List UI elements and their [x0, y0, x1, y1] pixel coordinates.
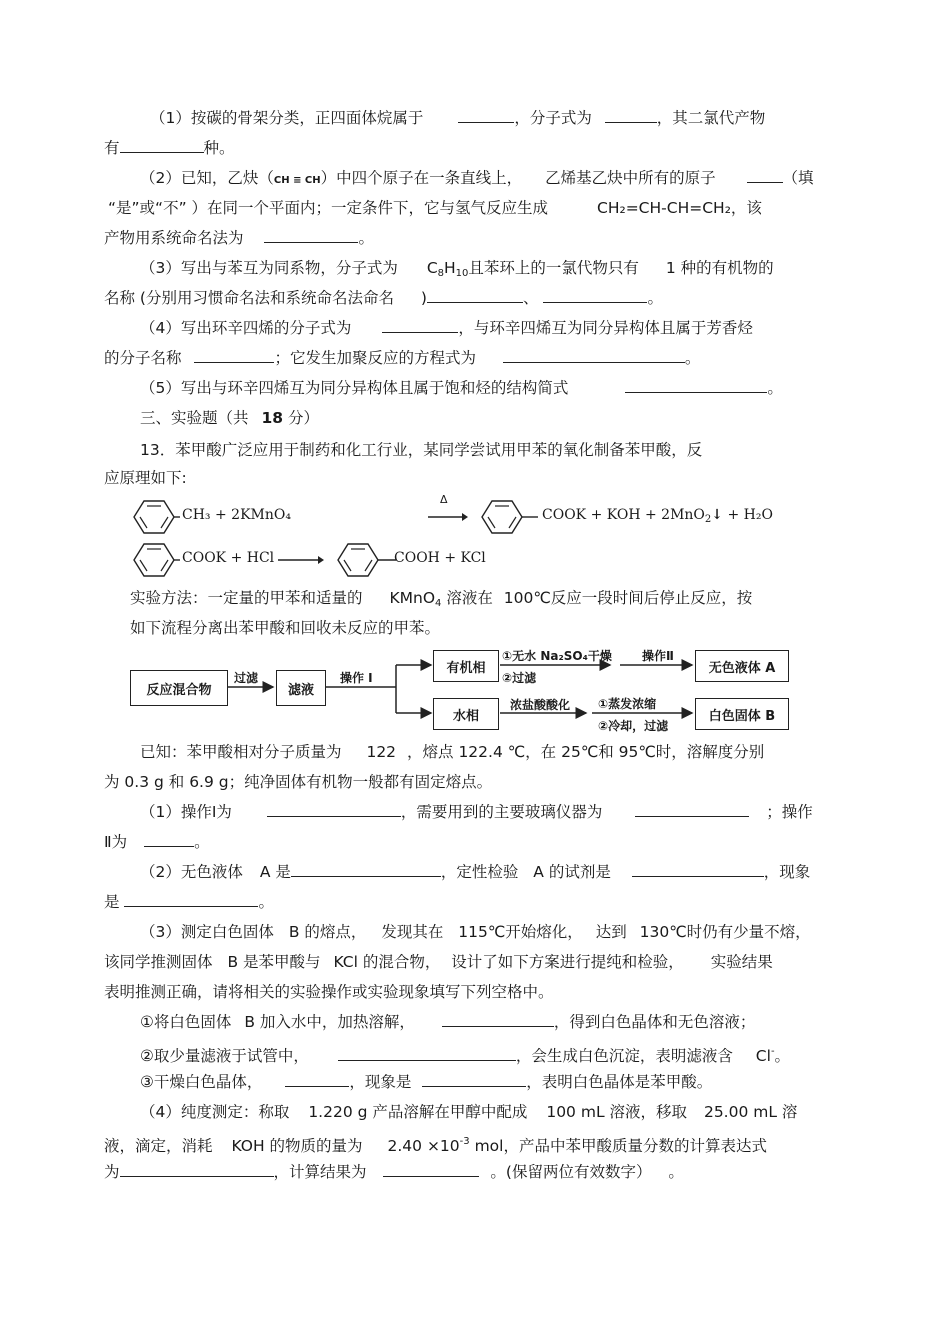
- q1-text-d: 有: [104, 139, 120, 157]
- q13-1-line2: Ⅱ为 。: [104, 833, 210, 851]
- flow-label-acidify: 浓盐酸酸化: [510, 698, 571, 712]
- flow-label-concentrate: ①蒸发浓缩: [598, 697, 657, 711]
- q13-intro-line1: 13．苯甲酸广泛应用于制药和化工行业，某同学尝试用甲苯的氧化制备苯甲酸，反: [140, 441, 703, 459]
- q2-text-a: （2）已知，乙炔（: [140, 169, 274, 187]
- step-3-blank-2[interactable]: [422, 1072, 526, 1087]
- eq2-reactants: COOK + HCl: [182, 550, 275, 566]
- q13-2-line1: （2）无色液体 A 是 ，定性检验 A 的试剂是 ，现象: [140, 863, 811, 881]
- q13-1-blank-3[interactable]: [144, 832, 194, 847]
- step-1-blank[interactable]: [442, 1012, 554, 1027]
- q13-2-blank-1[interactable]: [291, 862, 441, 877]
- q1-text-e: 种。: [203, 139, 235, 157]
- q3-blank-2[interactable]: [543, 288, 647, 303]
- q13-4-blank-1[interactable]: [120, 1162, 274, 1177]
- q1-blank-3[interactable]: [120, 138, 204, 153]
- flow-label-operation-2: 操作Ⅱ: [642, 649, 674, 663]
- step-2-blank[interactable]: [338, 1046, 516, 1061]
- q3-text-a: （3）写出与苯互为同系物，分子式为: [140, 259, 398, 277]
- known-line2: 为 0.3 g 和 6.9 g；纯净固体有机物一般都有固定熔点。: [104, 773, 493, 791]
- q13-1-line1: （1）操作Ⅰ为 ，需要用到的主要玻璃仪器为 ；操作: [140, 803, 813, 821]
- step-2: ②取少量滤液于试管中， ，会生成白色沉淀，表明滤液含 Cl-。: [140, 1046, 791, 1065]
- q2-line3: [104, 228, 374, 248]
- reaction-arrow-icon: [278, 554, 324, 566]
- q4-text-c: 的分子名称: [104, 349, 182, 367]
- q1-blank-2[interactable]: [605, 108, 657, 123]
- reaction-arrow-icon: [428, 511, 468, 523]
- heat-symbol: Δ: [440, 493, 448, 506]
- flow-box-colorless-liquid-a: 无色液体 A: [695, 650, 789, 682]
- q3-sep: 、: [522, 289, 539, 307]
- known-line1: 已知：苯甲酸相对分子质量为 122 ，熔点 122.4 ℃，在 25℃和 95℃时，溶解度分别: [140, 743, 765, 761]
- q13-1-blank-1[interactable]: [267, 802, 401, 817]
- q13-1-blank-2[interactable]: [635, 802, 749, 817]
- eq1-products: COOK + KOH + 2MnO$_2$↓ + H₂O: [542, 507, 773, 525]
- reaction-equation-2: [132, 540, 592, 580]
- flow-box-white-solid-b: 白色固体 B: [695, 698, 789, 730]
- q13-2-line2: 是 。: [104, 893, 274, 911]
- q3-blank-1[interactable]: [427, 288, 523, 303]
- q2-text-c: 乙烯基乙炔中所有的原子: [545, 169, 716, 187]
- q13-3-line1: （3）测定白色固体 B 的熔点， 发现其在 115℃开始熔化， 达到 130℃时仍有少量不熔，: [140, 923, 811, 941]
- q3-line1: [140, 258, 774, 284]
- q2-text-e: “是”或“不” ）在同一个平面内；一定条件下，它与氢气反应生成: [108, 199, 549, 217]
- q4-blank-1[interactable]: [382, 318, 458, 333]
- flow-label-filter: 过滤: [234, 671, 259, 685]
- q4-text-e: 。: [684, 349, 701, 367]
- q1-text-a: （1）按碳的骨架分类，正四面体烷属于: [150, 109, 424, 127]
- flow-box-organic-phase: 有机相: [433, 650, 499, 682]
- q13-3-line3: 表明推测正确，请将相关的实验操作或实验现象填写下列空格中。: [104, 983, 554, 1001]
- q5-text-a: （5）写出与环辛四烯互为同分异构体且属于饱和烃的结构简式: [140, 379, 569, 397]
- q13-4-line3: 为 ，计算结果为 。(保留两位有效数字） 。: [104, 1163, 684, 1181]
- flow-label-operation-1: 操作 I: [340, 671, 373, 685]
- butadiene-formula: CH₂=CH-CH=CH₂: [597, 199, 731, 217]
- q1-line1: [150, 108, 765, 128]
- q3-text-e: ): [420, 289, 427, 307]
- q3-text-c: 1 种的有机物的: [665, 259, 774, 277]
- q1-text-b: ，分子式为: [514, 109, 592, 127]
- q4-text-a: （4）写出环辛四烯的分子式为: [140, 319, 352, 337]
- step-1: ①将白色固体 B 加入水中，加热溶解， ，得到白色晶体和无色溶液；: [140, 1013, 756, 1031]
- eq1-reactants: CH₃ + 2KMnO₄: [182, 507, 291, 523]
- q13-intro-line2: 应原理如下:: [104, 469, 187, 487]
- q2-text-g: 产物用系统命名法为: [104, 229, 244, 247]
- benzene-ring-icon: [336, 540, 398, 580]
- flow-box-aqueous-phase: 水相: [433, 698, 499, 730]
- q2-text-d: （填: [782, 169, 814, 187]
- q2-line2: [108, 198, 762, 218]
- q13-4-blank-2[interactable]: [383, 1162, 479, 1177]
- section-3-title: 三、实验题（共 18 分）: [140, 409, 319, 427]
- q2-text-f: ，该: [730, 199, 762, 217]
- method-line1: 实验方法：一定量的甲苯和适量的 KMnO$_4$ 溶液在 100℃反应一段时间后停止反应，按: [130, 589, 753, 609]
- q13-2-blank-3[interactable]: [124, 892, 258, 907]
- c8h10-formula: $C_8H_{10}$: [426, 259, 469, 279]
- method-line2: 如下流程分离出苯甲酸和回收未反应的甲苯。: [130, 619, 441, 637]
- q3-line2: [104, 288, 663, 308]
- q13-3-line2: 该同学推测固体 B 是苯甲酸与 KCl 的混合物， 设计了如下方案进行提纯和检验， 实验结果: [104, 953, 773, 971]
- benzene-ring-icon: [480, 497, 540, 537]
- q1-blank-1[interactable]: [458, 108, 514, 123]
- q3-text-b: 且苯环上的一氯代物只有: [468, 259, 639, 277]
- q13-4-line2: 液，滴定，消耗 KOH 的物质的量为 $2.40 \times 10^{-3}$ mol，产品中苯甲酸质量分数的计算表达式: [104, 1136, 767, 1155]
- q2-blank-2[interactable]: [264, 228, 358, 243]
- q13-2-blank-2[interactable]: [632, 862, 764, 877]
- benzene-ring-icon: [132, 540, 180, 580]
- eq2-products: COOH + KCl: [394, 550, 486, 566]
- step-3: ③干燥白色晶体， ，现象是 ，表明白色晶体是苯甲酸。: [140, 1073, 713, 1091]
- q1-text-c: ，其二氯代产物: [656, 109, 766, 127]
- q5-line: [140, 378, 783, 398]
- flow-label-cool-filter: ②冷却，过滤: [598, 719, 669, 733]
- flow-label-dry: ①无水 Na₂SO₄干燥: [502, 649, 612, 663]
- separation-flowchart: [130, 645, 790, 741]
- flow-box-reaction-mixture: 反应混合物: [130, 670, 228, 706]
- q3-end: 。: [647, 289, 663, 307]
- q13-4-line1: （4）纯度测定：称取 1.220 g 产品溶解在甲醇中配成 100 mL 溶液，移取 25.00 mL 溶: [140, 1103, 798, 1121]
- q3-text-d: 名称 (分别用习惯命名法和系统命名法命名: [104, 289, 394, 307]
- flow-label-filter-2: ②过滤: [502, 671, 537, 685]
- q1-line2: [104, 138, 235, 158]
- acetylene-formula: CH ≡ CH: [273, 175, 321, 186]
- benzene-ring-icon: [132, 497, 180, 537]
- precipitate-arrow-icon: ↓: [711, 507, 724, 523]
- q2-line1: [140, 168, 814, 191]
- q5-blank-1[interactable]: [625, 378, 767, 393]
- q4-line1: [140, 318, 753, 338]
- q2-text-b: ）中四个原子在一条直线上，: [320, 169, 523, 187]
- step-3-blank-1[interactable]: [285, 1072, 349, 1087]
- q2-blank-1[interactable]: [747, 168, 783, 183]
- q2-text-h: 。: [358, 229, 374, 247]
- reaction-equation-1: [132, 493, 773, 537]
- q4-text-b: ，与环辛四烯互为同分异构体且属于芳香烃: [458, 319, 753, 337]
- q4-blank-3[interactable]: [503, 348, 685, 363]
- q4-blank-2[interactable]: [194, 348, 274, 363]
- q5-end: 。: [767, 379, 783, 397]
- q4-text-d: ；它发生加聚反应的方程式为: [274, 349, 476, 367]
- flow-box-filtrate: 滤液: [276, 670, 326, 706]
- q4-line2: [104, 348, 700, 368]
